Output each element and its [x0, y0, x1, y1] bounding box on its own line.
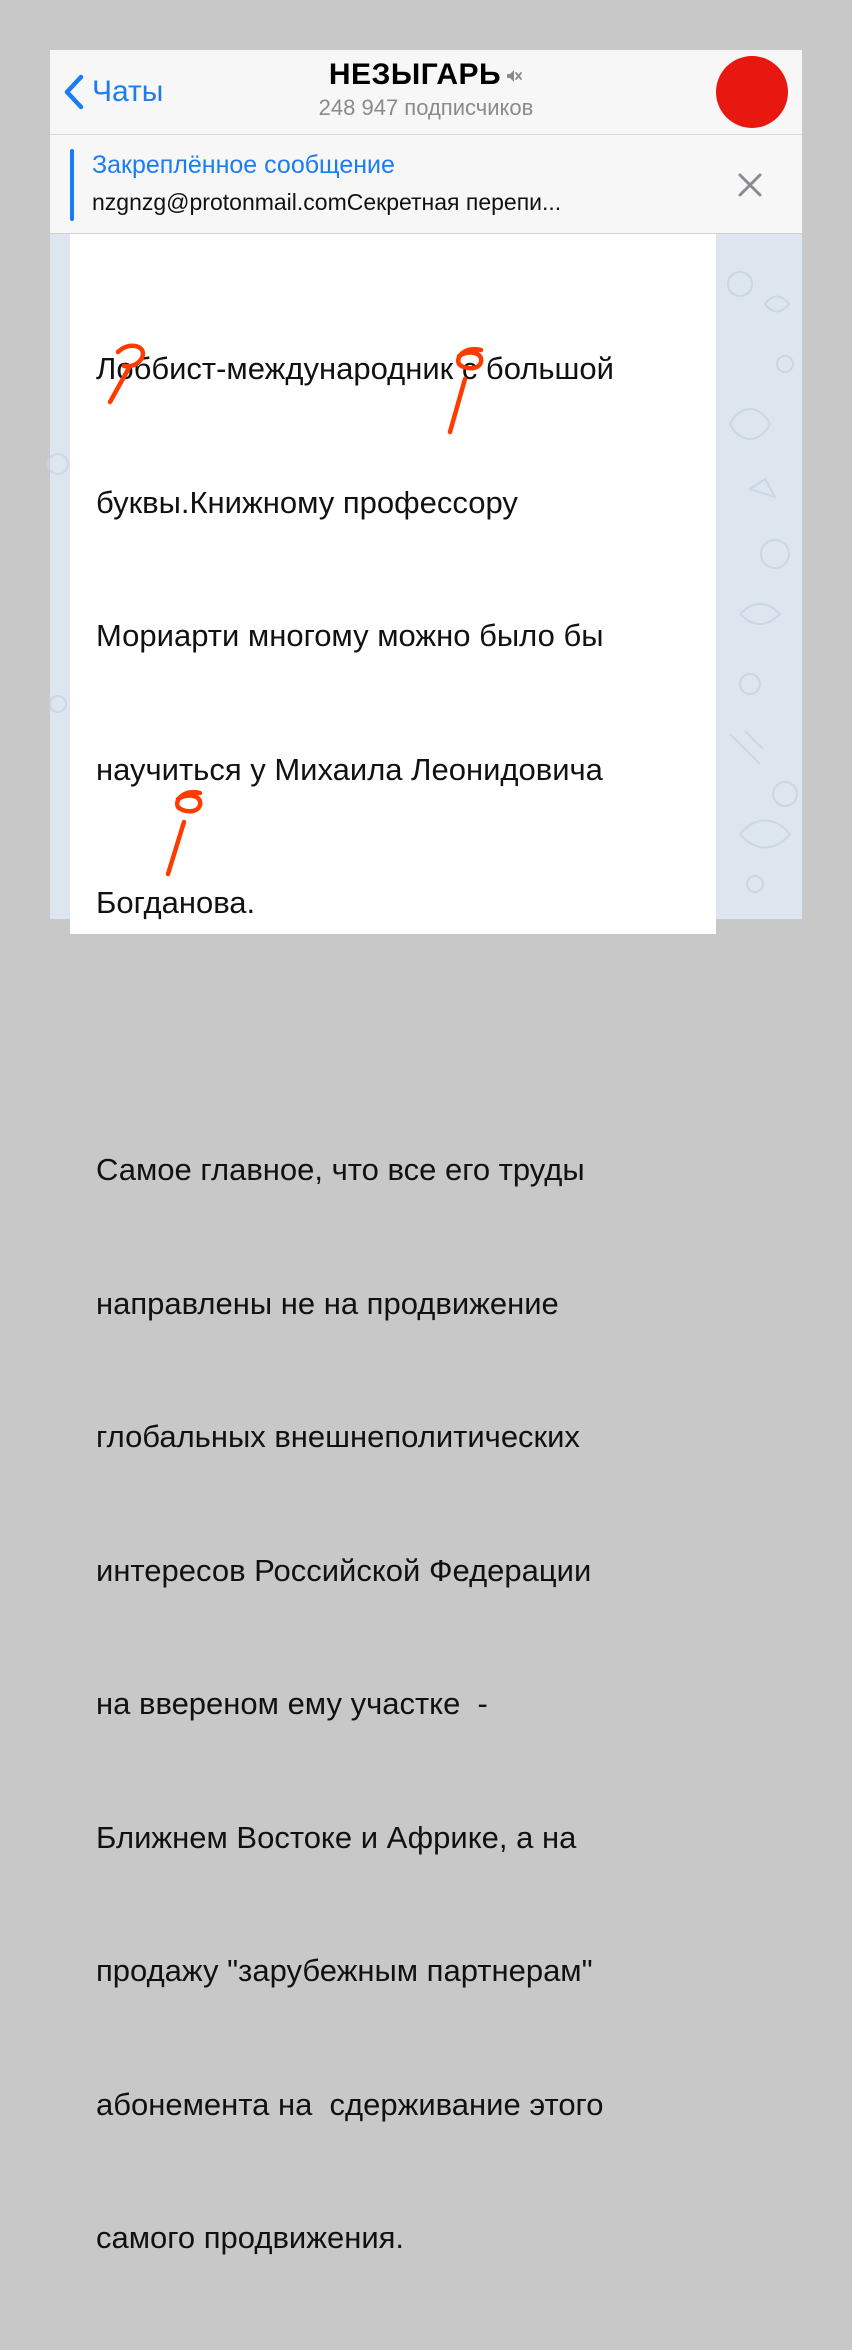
channel-title-row	[250, 58, 602, 93]
message-line: на ввереном ему участке -	[96, 1686, 488, 1721]
message-line: интересов Российской Федерации	[96, 1552, 592, 1588]
close-icon	[736, 171, 764, 199]
message-line: Мориарти многому можно было бы	[96, 618, 604, 653]
pinned-text: nzgnzg@protonmail.comСекретная перепи...	[92, 189, 562, 215]
message-line: Ближнем Востоке и Африке, а на	[96, 1819, 577, 1855]
message-line: направлены не на продвижение	[96, 1285, 559, 1321]
telegram-screen	[50, 50, 802, 2255]
chevron-left-icon	[64, 75, 84, 109]
paragraph-gap	[96, 1015, 706, 1060]
message-line: продажу "зарубежным партнерам"	[96, 1953, 593, 1988]
pinned-title: Закреплённое сообщение	[92, 151, 395, 179]
message-line: буквы.Книжному профессору	[96, 484, 518, 520]
channel-title: НЕЗЫГАРЬ	[328, 58, 502, 91]
chat-area[interactable]	[50, 234, 802, 2255]
subscriber-count: 248 947 подписчиков	[318, 95, 534, 121]
message-line: Богданова.	[96, 885, 256, 920]
message-line: самого продвижения.	[96, 2220, 405, 2255]
chat-header	[50, 50, 802, 135]
mute-icon	[505, 59, 523, 93]
message-line: научиться у Михаила Леонидовича	[96, 751, 603, 787]
back-label: Чаты	[92, 75, 164, 108]
channel-info[interactable]	[250, 58, 602, 121]
message-text	[96, 258, 706, 2350]
message-line: Самое главное, что все его труды	[96, 1152, 585, 1187]
pinned-indicator-bar	[70, 149, 74, 221]
message-line: Лоббист-международник с большой	[96, 351, 614, 386]
close-pinned-button[interactable]	[736, 171, 764, 204]
message-bubble[interactable]	[70, 234, 716, 2255]
pinned-message[interactable]	[50, 135, 802, 234]
message-line: абонемента на сдерживание этого	[96, 2086, 604, 2122]
channel-avatar[interactable]	[716, 56, 788, 128]
message-line: глобальных внешнеполитических	[96, 1419, 580, 1454]
back-button[interactable]	[64, 70, 163, 114]
